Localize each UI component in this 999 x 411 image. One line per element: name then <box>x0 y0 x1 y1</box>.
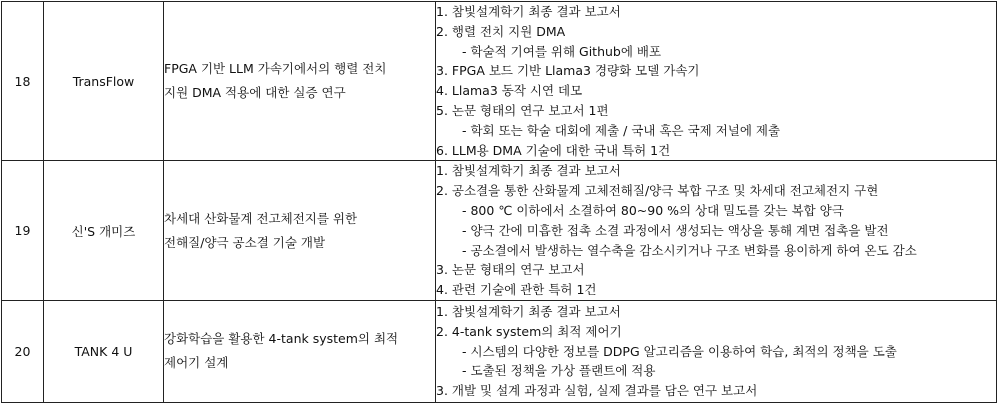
project-topic <box>164 300 436 402</box>
output-item: 4. 관련 기술에 관한 특허 1건 <box>436 282 597 298</box>
table-row <box>2 161 997 301</box>
row-number: 20 <box>2 300 44 402</box>
project-topic <box>164 2 436 161</box>
expected-outputs <box>436 300 997 402</box>
row-number: 18 <box>2 2 44 161</box>
output-subitem: - 시스템의 다양한 정보를 DDPG 알고리즘을 이용하여 학습, 최적의 정책을 도출 <box>462 343 897 359</box>
topic-line: 지원 DMA 적용에 대한 실증 연구 <box>164 85 346 101</box>
team-name: TANK 4 U <box>44 300 164 402</box>
output-item: 5. 논문 형태의 연구 보고서 1편 <box>436 102 609 118</box>
output-subitem: - 학술적 기여를 위해 Github에 배포 <box>462 43 662 59</box>
output-item: 1. 참빛설계학기 최종 결과 보고서 <box>436 4 621 19</box>
team-name: TransFlow <box>44 2 164 161</box>
output-item: 2. 4-tank system의 최적 제어기 <box>436 323 622 339</box>
output-item: 2. 행렬 전치 지원 DMA <box>436 23 566 39</box>
project-table <box>1 1 997 403</box>
expected-outputs <box>436 2 997 161</box>
project-topic <box>164 161 436 301</box>
output-item: 2. 공소결을 통한 산화물계 고체전해질/양극 복합 구조 및 차세대 전고체전지 구현 <box>436 183 879 199</box>
row-number: 19 <box>2 161 44 301</box>
topic-line: FPGA 기반 LLM 가속기에서의 행렬 전치 <box>164 61 387 77</box>
topic-line: 제어기 설계 <box>164 355 229 371</box>
output-subitem: - 양극 간에 미흡한 접촉 소결 과정에서 생성되는 액상을 통해 계면 접촉을 발전 <box>462 222 889 238</box>
output-item: 1. 참빛설계학기 최종 결과 보고서 <box>436 163 621 179</box>
topic-line: 전해질/양극 공소결 기술 개발 <box>164 234 326 250</box>
topic-line: 차세대 산화물계 전고체전지를 위한 <box>164 210 358 226</box>
output-subitem: - 학회 또는 학술 대회에 제출 / 국내 혹은 국제 저널에 제출 <box>462 122 781 138</box>
output-item: 6. LLM용 DMA 기술에 대한 국내 특허 1건 <box>436 142 671 158</box>
team-name: 신'S 개미즈 <box>44 161 164 301</box>
output-subitem: - 800 ℃ 이하에서 소결하여 80~90 %의 상대 밀도를 갖는 복합 양극 <box>462 202 844 218</box>
table-row <box>2 2 997 161</box>
output-item: 3. 논문 형태의 연구 보고서 <box>436 262 585 278</box>
output-item: 3. FPGA 보드 기반 Llama3 경량화 모델 가속기 <box>436 63 700 79</box>
output-item: 1. 참빛설계학기 최종 결과 보고서 <box>436 303 621 319</box>
table-row <box>2 300 997 402</box>
project-table-body <box>2 2 997 403</box>
topic-line: 강화학습을 활용한 4-tank system의 최적 <box>164 331 399 347</box>
output-item: 3. 개발 및 설계 과정과 실험, 실제 결과를 담은 연구 보고서 <box>436 383 758 399</box>
output-subitem: - 공소결에서 발생하는 열수축을 감소시키거나 구조 변화를 용이하게 하여 온도 감소 <box>462 242 917 258</box>
output-subitem: - 도출된 정책을 가상 플랜트에 적용 <box>462 363 656 379</box>
expected-outputs <box>436 161 997 301</box>
output-item: 4. Llama3 동작 시연 데모 <box>436 83 583 99</box>
